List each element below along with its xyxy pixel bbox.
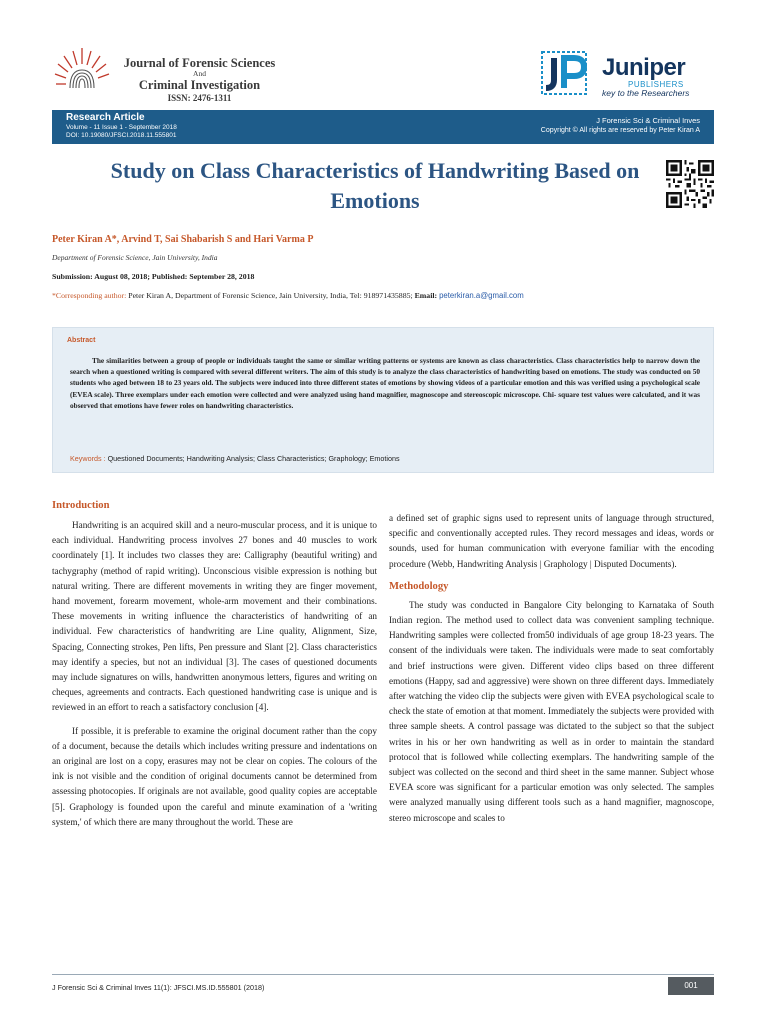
publisher-tagline: key to the Researchers (602, 88, 690, 98)
article-type: Research Article (66, 112, 145, 123)
introduction-heading: Introduction (52, 500, 110, 511)
journal-name-line2: Criminal Investigation (138, 78, 261, 92)
fingerprint-logo-icon (52, 44, 110, 92)
journal-short-name: J Forensic Sci & Criminal Inves (596, 116, 700, 125)
publisher-sub: PUBLISHERS (628, 80, 684, 89)
footer-divider (52, 974, 714, 975)
keywords-label: Keywords : (70, 454, 106, 463)
introduction-continuation: a defined set of graphic signs used to represent units of language through structured, specific and conventionally accepted rules. They record messages and ideas, words or sounds, used for human communication with everyone familiar with the encoding procedure (Webb, Handwriting Analysis | Graphology | Disputed Documents). (389, 513, 714, 569)
corresponding-author (52, 291, 524, 300)
introduction-paragraph-2: If possible, it is preferable to examine the original document rather than the copy of a document, because the details which includes writing pressure and indentations on an original are lost on a copy, erasures may not be clear on copies. The colours of the ink is not visible and the condition of original documents cannot be determined from assessing photocopies. If originals are not available, good quality copies are acceptable [5]. Graphology is founded upon the careful and minute examination of a 'writing system,' of which there are many throughout the world. These are (52, 725, 377, 827)
journal-name-block (112, 56, 287, 104)
corresponding-email-link[interactable]: peterkiran.a@gmail.com (439, 291, 524, 300)
abstract-box (52, 327, 714, 473)
keywords-line (70, 454, 400, 463)
submission-dates: Submission: August 08, 2018; Published: September 28, 2018 (52, 272, 255, 281)
journal-name-and: And (193, 69, 206, 78)
volume-line: Volume - 11 Issue 1 - September 2018 (66, 124, 177, 131)
corresponding-tel: 918971435885; (363, 291, 413, 300)
keywords-list: Questioned Documents; Handwriting Analysis; Class Characteristics; Graphology; Emotions (107, 454, 400, 463)
author-affiliation: Department of Forensic Science, Jain University, India (52, 253, 218, 262)
doi-line: DOI: 10.19080/JFSCI.2018.11.555801 (66, 132, 177, 139)
qr-code-icon (666, 160, 714, 208)
introduction-paragraph-1: Handwriting is an acquired skill and a neuro-muscular process, and it is unique to each individual. Handwriting process involves 27 bones and 40 muscles to work coordinately [1]. It includes two classes they are: Calligraphy (beautiful writing) and tachygraphy (method of rapid writing). Unconscious visible expression is nothing but natural writing. There are different movements in writing they are finger movement, hand movement, forearm movement, whole-arm movement and their combinations. These movements in writing influence the characteristics of handwriting of an individual. Few characteristics of handwriting are Line quality, Alignment, Size, Spacing, Connecting strokes, Pen lifts, Pen pressure and Slant [2]. Class characteristics may identify a species, but not an individual [3]. The cases of questioned documents may include signatures on wills, handwritten anonymous letters, figures and writing on cheques, agreements and contracts. Each questioned handwriting case is unique and is reviewed in an effort to reach a satisfactory conclusion [4]. (52, 520, 377, 713)
methodology-heading: Methodology (389, 580, 449, 592)
corresponding-text: Peter Kiran A, Department of Forensic Science, Jain University, India, Tel: (128, 291, 362, 300)
journal-copyright (541, 115, 700, 136)
copyright-line: Copyright © All rights are reserved by Peter Kiran A (540, 127, 700, 134)
page-number: 001 (668, 977, 714, 995)
article-header-bar (52, 110, 714, 144)
author-list: Peter Kiran A*, Arvind T, Sai Shabarish S and Hari Varma P (52, 234, 314, 245)
publisher-logo (540, 50, 715, 100)
publisher-name: Juniper (602, 54, 686, 81)
body-column-left (52, 499, 377, 830)
paper-title: Study on Class Characteristics of Handwriting Based on Emotions (110, 158, 640, 213)
email-label: Email: (414, 291, 438, 300)
jp-logo-icon (540, 50, 600, 98)
journal-name-line1: Journal of Forensic Sciences (123, 56, 276, 70)
footer-citation: J Forensic Sci & Criminal Inves 11(1): JFSCI.MS.ID.555801 (2018) (52, 983, 265, 992)
journal-issn: ISSN: 2476-1311 (167, 93, 232, 103)
abstract-heading: Abstract (67, 337, 96, 344)
methodology-paragraph-1: The study was conducted in Bangalore City belonging to Karnataka of South Indian region. The method used to collect data was convenient sampling technique. Handwriting samples were collected from50 individuals of age group 18-23 years. The consent of the individuals were taken. The individuals were made to seat comfortably and brief instructions were given. Different video clips based on three different emotions (Happy, sad and aggressive) were shown on three different days. Immediately after watching the video clip the subjects were given with EVEA psychological scale to check the state of emotion at that moment. Immediately the subjects were provided with three sample sheets. A control passage was dictated to the subject so that the subject writes in his or her own handwriting as well as in order to maintain the standard protocol that is followed while collecting exemplars. The handwriting sample of the subject was collected on the second and third sheet in the same manner. Subject whose EVEA score was significant for a particular emotion was only selected. The samples were analyzed manually using different tools such as a hand magnifier, magnoscope, stereo microscope and scales to (389, 599, 714, 823)
corresponding-label: *Corresponding author: (52, 291, 127, 300)
article-meta (66, 111, 177, 140)
body-column-right (389, 511, 714, 826)
abstract-text: The similarities between a group of people or individuals taught the same or similar writing patterns or systems are known as class characteristics. Class characteristics help to narrow down the search when a questioned writing is compared with several different writers. The aim of this study is to analyze the class characteristics of handwriting based on emotions. The study was conducted on 50 students who aged between 18 to 23 years old. The subjects were induced into three different states of emotions by showing videos of a particular emotion and this was verified using a psychological scale (EVEA scale). Three exemplars under each emotion were collected and were analyzed using hand magnifier, magnoscope and stereoscopic microscope. Chi- square test values were calculated, and it was observed that emotions have fewer roles on handwriting characteristics. (70, 356, 700, 410)
